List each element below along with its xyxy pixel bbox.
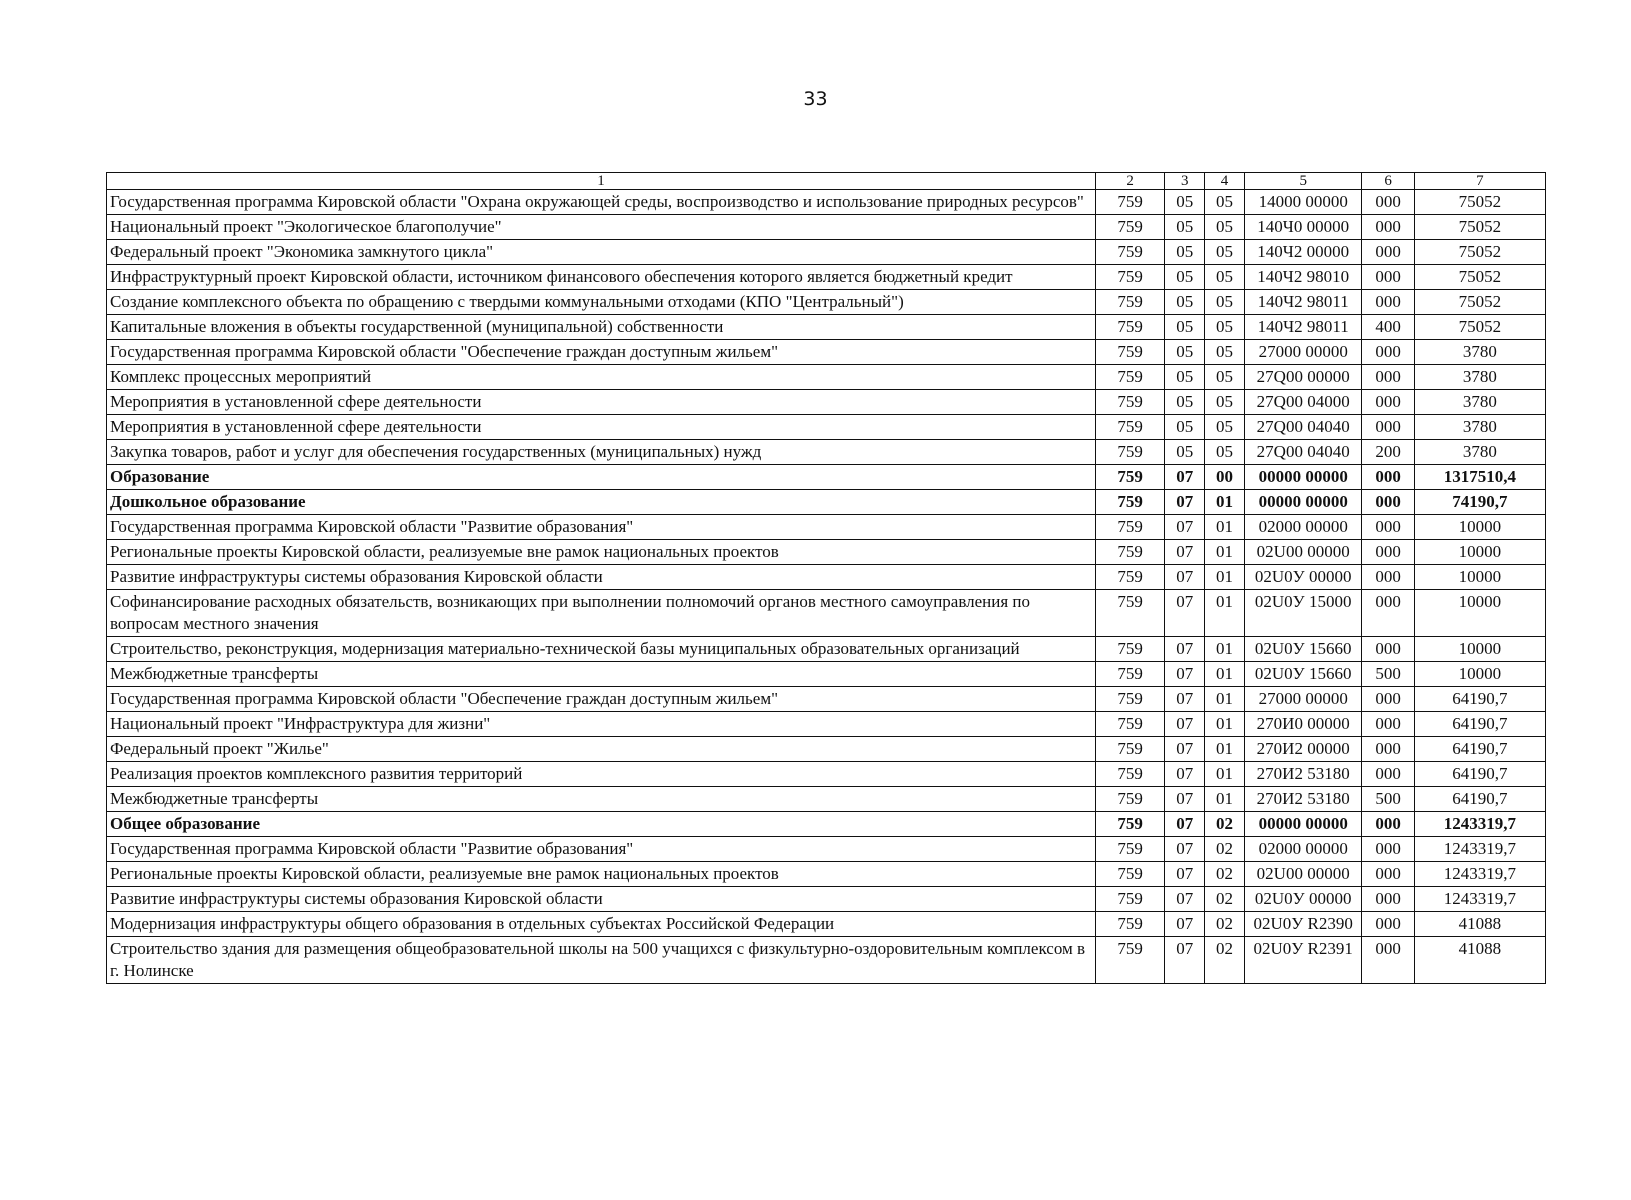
- row-section-cell: 07: [1165, 662, 1205, 687]
- row-expense-type-cell: 000: [1362, 215, 1414, 240]
- row-expense-type-cell: 200: [1362, 440, 1414, 465]
- budget-table: [106, 172, 1546, 984]
- table-row: [107, 390, 1546, 415]
- row-target-article-cell: 02U00 00000: [1244, 862, 1361, 887]
- row-target-article-cell: 140Ч2 00000: [1244, 240, 1361, 265]
- row-subsection-cell: 01: [1205, 490, 1245, 515]
- row-target-article-cell: 02U0У 15660: [1244, 662, 1361, 687]
- row-name-cell: Федеральный проект "Экономика замкнутого цикла": [107, 240, 1096, 265]
- row-target-article-cell: 14000 00000: [1244, 190, 1361, 215]
- row-grbs-cell: 759: [1096, 837, 1165, 862]
- table-row: [107, 787, 1546, 812]
- row-grbs-cell: 759: [1096, 215, 1165, 240]
- row-name-cell: Государственная программа Кировской области "Охрана окружающей среды, воспроизводство и использование природных ресурсов": [107, 190, 1096, 215]
- row-grbs-cell: 759: [1096, 662, 1165, 687]
- table-row: [107, 265, 1546, 290]
- row-section-cell: 07: [1165, 687, 1205, 712]
- row-grbs-cell: 759: [1096, 712, 1165, 737]
- row-grbs-cell: 759: [1096, 515, 1165, 540]
- page-number: 33: [803, 88, 828, 110]
- table-row: [107, 637, 1546, 662]
- row-amount-cell: 64190,7: [1414, 762, 1545, 787]
- table-row: [107, 812, 1546, 837]
- row-section-cell: 07: [1165, 862, 1205, 887]
- table-row: [107, 887, 1546, 912]
- row-section-cell: 05: [1165, 190, 1205, 215]
- row-grbs-cell: 759: [1096, 862, 1165, 887]
- row-subsection-cell: 01: [1205, 687, 1245, 712]
- row-target-article-cell: 27000 00000: [1244, 687, 1361, 712]
- row-target-article-cell: 02U0У R2391: [1244, 937, 1361, 984]
- row-section-cell: 07: [1165, 837, 1205, 862]
- row-amount-cell: 10000: [1414, 590, 1545, 637]
- row-target-article-cell: 02U00 00000: [1244, 540, 1361, 565]
- row-grbs-cell: 759: [1096, 290, 1165, 315]
- row-subsection-cell: 05: [1205, 315, 1245, 340]
- table-row: [107, 365, 1546, 390]
- row-grbs-cell: 759: [1096, 687, 1165, 712]
- header-col-2: 2: [1096, 173, 1165, 190]
- table-row: [107, 937, 1546, 984]
- row-subsection-cell: 01: [1205, 590, 1245, 637]
- row-subsection-cell: 01: [1205, 540, 1245, 565]
- row-subsection-cell: 05: [1205, 190, 1245, 215]
- table-row: [107, 215, 1546, 240]
- table-row: [107, 565, 1546, 590]
- row-expense-type-cell: 000: [1362, 937, 1414, 984]
- table-row: [107, 912, 1546, 937]
- row-amount-cell: 10000: [1414, 637, 1545, 662]
- row-amount-cell: 3780: [1414, 365, 1545, 390]
- table-row: [107, 290, 1546, 315]
- table-row: [107, 440, 1546, 465]
- row-name-cell: Региональные проекты Кировской области, реализуемые вне рамок национальных проектов: [107, 540, 1096, 565]
- row-amount-cell: 10000: [1414, 565, 1545, 590]
- row-subsection-cell: 01: [1205, 712, 1245, 737]
- row-amount-cell: 10000: [1414, 540, 1545, 565]
- row-grbs-cell: 759: [1096, 240, 1165, 265]
- row-target-article-cell: 140Ч2 98011: [1244, 290, 1361, 315]
- row-expense-type-cell: 000: [1362, 762, 1414, 787]
- table-row: [107, 687, 1546, 712]
- row-grbs-cell: 759: [1096, 887, 1165, 912]
- row-target-article-cell: 27Q00 04040: [1244, 440, 1361, 465]
- row-expense-type-cell: 000: [1362, 540, 1414, 565]
- row-expense-type-cell: 000: [1362, 340, 1414, 365]
- row-section-cell: 07: [1165, 465, 1205, 490]
- row-section-cell: 05: [1165, 415, 1205, 440]
- table-row: [107, 490, 1546, 515]
- table-body: [107, 190, 1546, 984]
- row-expense-type-cell: 000: [1362, 812, 1414, 837]
- header-col-4: 4: [1205, 173, 1245, 190]
- row-section-cell: 05: [1165, 315, 1205, 340]
- row-grbs-cell: 759: [1096, 265, 1165, 290]
- row-section-cell: 07: [1165, 637, 1205, 662]
- row-section-cell: 07: [1165, 787, 1205, 812]
- row-name-cell: Капитальные вложения в объекты государственной (муниципальной) собственности: [107, 315, 1096, 340]
- row-section-cell: 05: [1165, 290, 1205, 315]
- row-amount-cell: 10000: [1414, 515, 1545, 540]
- row-section-cell: 05: [1165, 240, 1205, 265]
- row-amount-cell: 1243319,7: [1414, 862, 1545, 887]
- row-expense-type-cell: 000: [1362, 590, 1414, 637]
- table-row: [107, 762, 1546, 787]
- row-target-article-cell: 02U0У 15000: [1244, 590, 1361, 637]
- row-amount-cell: 3780: [1414, 415, 1545, 440]
- row-expense-type-cell: 000: [1362, 465, 1414, 490]
- row-amount-cell: 74190,7: [1414, 490, 1545, 515]
- row-grbs-cell: 759: [1096, 315, 1165, 340]
- row-subsection-cell: 01: [1205, 662, 1245, 687]
- table-row: [107, 862, 1546, 887]
- row-expense-type-cell: 000: [1362, 565, 1414, 590]
- header-col-5: 5: [1244, 173, 1361, 190]
- row-subsection-cell: 01: [1205, 565, 1245, 590]
- row-expense-type-cell: 000: [1362, 515, 1414, 540]
- row-section-cell: 07: [1165, 812, 1205, 837]
- row-amount-cell: 75052: [1414, 240, 1545, 265]
- row-amount-cell: 3780: [1414, 440, 1545, 465]
- row-target-article-cell: 27Q00 04000: [1244, 390, 1361, 415]
- row-grbs-cell: 759: [1096, 637, 1165, 662]
- header-row: [107, 173, 1546, 190]
- row-target-article-cell: 270И2 53180: [1244, 787, 1361, 812]
- row-section-cell: 07: [1165, 540, 1205, 565]
- row-expense-type-cell: 000: [1362, 862, 1414, 887]
- header-col-1: 1: [107, 173, 1096, 190]
- header-col-3: 3: [1165, 173, 1205, 190]
- row-target-article-cell: 02000 00000: [1244, 837, 1361, 862]
- table-row: [107, 837, 1546, 862]
- row-amount-cell: 1317510,4: [1414, 465, 1545, 490]
- row-section-cell: 05: [1165, 215, 1205, 240]
- row-subsection-cell: 05: [1205, 240, 1245, 265]
- header-col-6: 6: [1362, 173, 1414, 190]
- row-expense-type-cell: 000: [1362, 415, 1414, 440]
- row-section-cell: 07: [1165, 912, 1205, 937]
- row-name-cell: Инфраструктурный проект Кировской области, источником финансового обеспечения которого является бюджетный кредит: [107, 265, 1096, 290]
- row-grbs-cell: 759: [1096, 565, 1165, 590]
- row-name-cell: Региональные проекты Кировской области, реализуемые вне рамок национальных проектов: [107, 862, 1096, 887]
- row-expense-type-cell: 500: [1362, 662, 1414, 687]
- row-target-article-cell: 140Ч2 98010: [1244, 265, 1361, 290]
- row-expense-type-cell: 500: [1362, 787, 1414, 812]
- row-expense-type-cell: 000: [1362, 737, 1414, 762]
- row-subsection-cell: 05: [1205, 365, 1245, 390]
- row-target-article-cell: 00000 00000: [1244, 812, 1361, 837]
- row-subsection-cell: 00: [1205, 465, 1245, 490]
- row-section-cell: 05: [1165, 390, 1205, 415]
- row-expense-type-cell: 000: [1362, 290, 1414, 315]
- header-col-7: 7: [1414, 173, 1545, 190]
- row-subsection-cell: 01: [1205, 737, 1245, 762]
- row-grbs-cell: 759: [1096, 540, 1165, 565]
- table-row: [107, 190, 1546, 215]
- row-subsection-cell: 05: [1205, 440, 1245, 465]
- row-expense-type-cell: 000: [1362, 265, 1414, 290]
- row-subsection-cell: 05: [1205, 290, 1245, 315]
- row-amount-cell: 64190,7: [1414, 712, 1545, 737]
- table-row: [107, 465, 1546, 490]
- row-amount-cell: 64190,7: [1414, 787, 1545, 812]
- row-target-article-cell: 27Q00 00000: [1244, 365, 1361, 390]
- table-row: [107, 737, 1546, 762]
- row-expense-type-cell: 000: [1362, 365, 1414, 390]
- row-section-cell: 07: [1165, 515, 1205, 540]
- row-name-cell: Дошкольное образование: [107, 490, 1096, 515]
- table-row: [107, 415, 1546, 440]
- row-amount-cell: 3780: [1414, 340, 1545, 365]
- row-amount-cell: 75052: [1414, 190, 1545, 215]
- row-target-article-cell: 00000 00000: [1244, 465, 1361, 490]
- row-subsection-cell: 01: [1205, 515, 1245, 540]
- row-name-cell: Национальный проект "Экологическое благополучие": [107, 215, 1096, 240]
- row-amount-cell: 75052: [1414, 265, 1545, 290]
- row-name-cell: Государственная программа Кировской области "Развитие образования": [107, 515, 1096, 540]
- table-row: [107, 340, 1546, 365]
- row-subsection-cell: 02: [1205, 812, 1245, 837]
- row-grbs-cell: 759: [1096, 190, 1165, 215]
- row-expense-type-cell: 000: [1362, 712, 1414, 737]
- row-expense-type-cell: 000: [1362, 837, 1414, 862]
- row-section-cell: 07: [1165, 490, 1205, 515]
- row-expense-type-cell: 000: [1362, 190, 1414, 215]
- row-subsection-cell: 05: [1205, 265, 1245, 290]
- row-target-article-cell: 02U0У 00000: [1244, 565, 1361, 590]
- row-section-cell: 07: [1165, 762, 1205, 787]
- row-subsection-cell: 05: [1205, 340, 1245, 365]
- table-row: [107, 662, 1546, 687]
- row-amount-cell: 3780: [1414, 390, 1545, 415]
- row-section-cell: 07: [1165, 590, 1205, 637]
- row-grbs-cell: 759: [1096, 390, 1165, 415]
- row-subsection-cell: 05: [1205, 215, 1245, 240]
- row-target-article-cell: 02U0У 15660: [1244, 637, 1361, 662]
- row-name-cell: Строительство здания для размещения общеобразовательной школы на 500 учащихся с физкультурно-оздоровительным комплексом в г. Нолинске: [107, 937, 1096, 984]
- row-grbs-cell: 759: [1096, 590, 1165, 637]
- row-section-cell: 07: [1165, 737, 1205, 762]
- row-grbs-cell: 759: [1096, 340, 1165, 365]
- row-target-article-cell: 02000 00000: [1244, 515, 1361, 540]
- row-name-cell: Государственная программа Кировской области "Обеспечение граждан доступным жильем": [107, 340, 1096, 365]
- row-grbs-cell: 759: [1096, 762, 1165, 787]
- row-amount-cell: 75052: [1414, 215, 1545, 240]
- row-expense-type-cell: 000: [1362, 912, 1414, 937]
- row-subsection-cell: 01: [1205, 762, 1245, 787]
- row-name-cell: Межбюджетные трансферты: [107, 662, 1096, 687]
- table-row: [107, 515, 1546, 540]
- row-name-cell: Мероприятия в установленной сфере деятельности: [107, 390, 1096, 415]
- table-row: [107, 590, 1546, 637]
- row-target-article-cell: 00000 00000: [1244, 490, 1361, 515]
- row-target-article-cell: 140Ч0 00000: [1244, 215, 1361, 240]
- row-target-article-cell: 02U0У R2390: [1244, 912, 1361, 937]
- row-name-cell: Общее образование: [107, 812, 1096, 837]
- row-amount-cell: 10000: [1414, 662, 1545, 687]
- row-amount-cell: 1243319,7: [1414, 812, 1545, 837]
- row-section-cell: 05: [1165, 340, 1205, 365]
- row-name-cell: Создание комплексного объекта по обращению с твердыми коммунальными отходами (КПО "Центральный"): [107, 290, 1096, 315]
- row-subsection-cell: 05: [1205, 415, 1245, 440]
- row-subsection-cell: 02: [1205, 837, 1245, 862]
- row-grbs-cell: 759: [1096, 365, 1165, 390]
- row-amount-cell: 64190,7: [1414, 687, 1545, 712]
- row-target-article-cell: 270И2 53180: [1244, 762, 1361, 787]
- table-row: [107, 240, 1546, 265]
- row-subsection-cell: 02: [1205, 937, 1245, 984]
- row-name-cell: Развитие инфраструктуры системы образования Кировской области: [107, 887, 1096, 912]
- row-section-cell: 07: [1165, 712, 1205, 737]
- row-name-cell: Федеральный проект "Жилье": [107, 737, 1096, 762]
- row-subsection-cell: 02: [1205, 862, 1245, 887]
- row-target-article-cell: 27000 00000: [1244, 340, 1361, 365]
- row-grbs-cell: 759: [1096, 465, 1165, 490]
- row-name-cell: Закупка товаров, работ и услуг для обеспечения государственных (муниципальных) нужд: [107, 440, 1096, 465]
- row-amount-cell: 64190,7: [1414, 737, 1545, 762]
- row-amount-cell: 41088: [1414, 937, 1545, 984]
- row-grbs-cell: 759: [1096, 737, 1165, 762]
- row-name-cell: Реализация проектов комплексного развития территорий: [107, 762, 1096, 787]
- row-section-cell: 05: [1165, 365, 1205, 390]
- row-name-cell: Развитие инфраструктуры системы образования Кировской области: [107, 565, 1096, 590]
- row-expense-type-cell: 000: [1362, 240, 1414, 265]
- row-expense-type-cell: 000: [1362, 687, 1414, 712]
- row-section-cell: 07: [1165, 937, 1205, 984]
- row-subsection-cell: 01: [1205, 787, 1245, 812]
- row-subsection-cell: 02: [1205, 887, 1245, 912]
- row-amount-cell: 75052: [1414, 290, 1545, 315]
- row-expense-type-cell: 000: [1362, 390, 1414, 415]
- row-amount-cell: 41088: [1414, 912, 1545, 937]
- row-section-cell: 07: [1165, 887, 1205, 912]
- row-amount-cell: 75052: [1414, 315, 1545, 340]
- row-grbs-cell: 759: [1096, 937, 1165, 984]
- row-target-article-cell: 27Q00 04040: [1244, 415, 1361, 440]
- table-row: [107, 712, 1546, 737]
- row-expense-type-cell: 400: [1362, 315, 1414, 340]
- row-expense-type-cell: 000: [1362, 887, 1414, 912]
- row-grbs-cell: 759: [1096, 912, 1165, 937]
- row-target-article-cell: 02U0У 00000: [1244, 887, 1361, 912]
- row-name-cell: Модернизация инфраструктуры общего образования в отдельных субъектах Российской Федерации: [107, 912, 1096, 937]
- row-name-cell: Национальный проект "Инфраструктура для жизни": [107, 712, 1096, 737]
- row-name-cell: Образование: [107, 465, 1096, 490]
- row-target-article-cell: 140Ч2 98011: [1244, 315, 1361, 340]
- table-row: [107, 540, 1546, 565]
- row-amount-cell: 1243319,7: [1414, 837, 1545, 862]
- row-section-cell: 07: [1165, 565, 1205, 590]
- row-subsection-cell: 01: [1205, 637, 1245, 662]
- row-name-cell: Государственная программа Кировской области "Развитие образования": [107, 837, 1096, 862]
- row-expense-type-cell: 000: [1362, 637, 1414, 662]
- row-grbs-cell: 759: [1096, 415, 1165, 440]
- row-name-cell: Межбюджетные трансферты: [107, 787, 1096, 812]
- row-name-cell: Государственная программа Кировской области "Обеспечение граждан доступным жильем": [107, 687, 1096, 712]
- row-grbs-cell: 759: [1096, 490, 1165, 515]
- row-section-cell: 05: [1165, 440, 1205, 465]
- row-subsection-cell: 05: [1205, 390, 1245, 415]
- row-expense-type-cell: 000: [1362, 490, 1414, 515]
- row-subsection-cell: 02: [1205, 912, 1245, 937]
- row-amount-cell: 1243319,7: [1414, 887, 1545, 912]
- row-grbs-cell: 759: [1096, 787, 1165, 812]
- row-grbs-cell: 759: [1096, 812, 1165, 837]
- row-name-cell: Софинансирование расходных обязательств, возникающих при выполнении полномочий органов местного самоуправления по вопросам местного значения: [107, 590, 1096, 637]
- row-section-cell: 05: [1165, 265, 1205, 290]
- row-name-cell: Мероприятия в установленной сфере деятельности: [107, 415, 1096, 440]
- row-name-cell: Строительство, реконструкция, модернизация материально-технической базы муниципальных образовательных организаций: [107, 637, 1096, 662]
- row-grbs-cell: 759: [1096, 440, 1165, 465]
- table-row: [107, 315, 1546, 340]
- row-name-cell: Комплекс процессных мероприятий: [107, 365, 1096, 390]
- row-target-article-cell: 270И0 00000: [1244, 712, 1361, 737]
- row-target-article-cell: 270И2 00000: [1244, 737, 1361, 762]
